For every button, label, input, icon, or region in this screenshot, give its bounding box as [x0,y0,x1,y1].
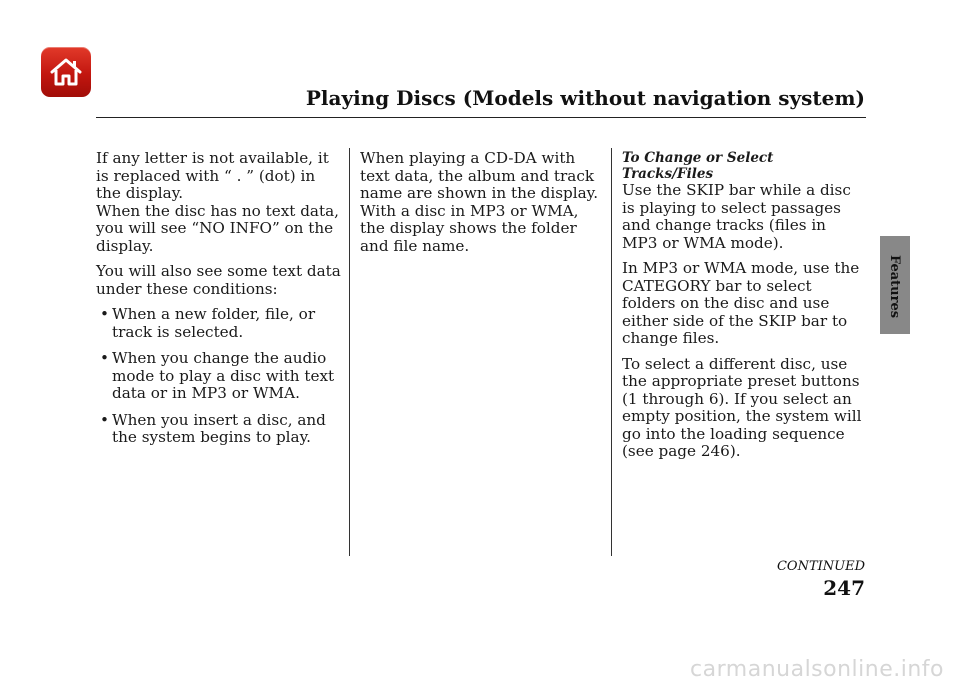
header-rule [96,117,866,118]
column-divider [349,148,350,556]
list-item: • When you change the audio mode to play a disc with text data or in MP3 or WMA. [96,350,342,403]
home-icon [49,57,83,87]
section-tab-label-box [877,256,913,316]
list-item: • When a new folder, file, or track is selected. [96,306,342,341]
page-title: Playing Discs (Models without navigation system) [305,86,865,110]
watermark-text: carmanualsonline.info [690,657,944,682]
paragraph-category-bar: In MP3 or WMA mode, use the CATEGORY bar to select folders on the disc and use either side of the SKIP bar to change files. [622,259,860,347]
home-button[interactable] [41,47,91,97]
paragraph-no-info: When the disc has no text data, you will see “NO INFO” on the display. [96,201,339,255]
paragraph-conditions: You will also see some text data under these conditions: [96,262,341,298]
paragraph-skip-bar: Use the SKIP bar while a disc is playing to select passages and change tracks (files in MP3 or WMA mode). [622,181,851,252]
column-2 [360,150,604,263]
column-divider [611,148,612,556]
conditions-list [96,306,342,447]
continued-label: CONTINUED [776,559,865,574]
paragraph-cd-da-text: When playing a CD-DA with text data, the album and track name are shown in the display. With a disc in MP3 or WMA, the display shows the folder and file name. [360,149,599,255]
paragraph-letter-unavailable: If any letter is not available, it is replaced with “ . ” (dot) in the display. [96,149,329,202]
section-subheading: To Change or Select Tracks/Files [622,150,774,182]
column-1 [96,150,342,456]
list-item: • When you insert a disc, and the system begins to play. [96,412,342,447]
page-number: 247 [823,576,865,600]
section-tab-label: Features [887,254,903,318]
paragraph-select-disc: To select a different disc, use the appropriate preset buttons (1 through 6). If you select an empty position, the system will go into the loading sequence (see page 246). [622,354,862,460]
column-3 [622,150,866,469]
